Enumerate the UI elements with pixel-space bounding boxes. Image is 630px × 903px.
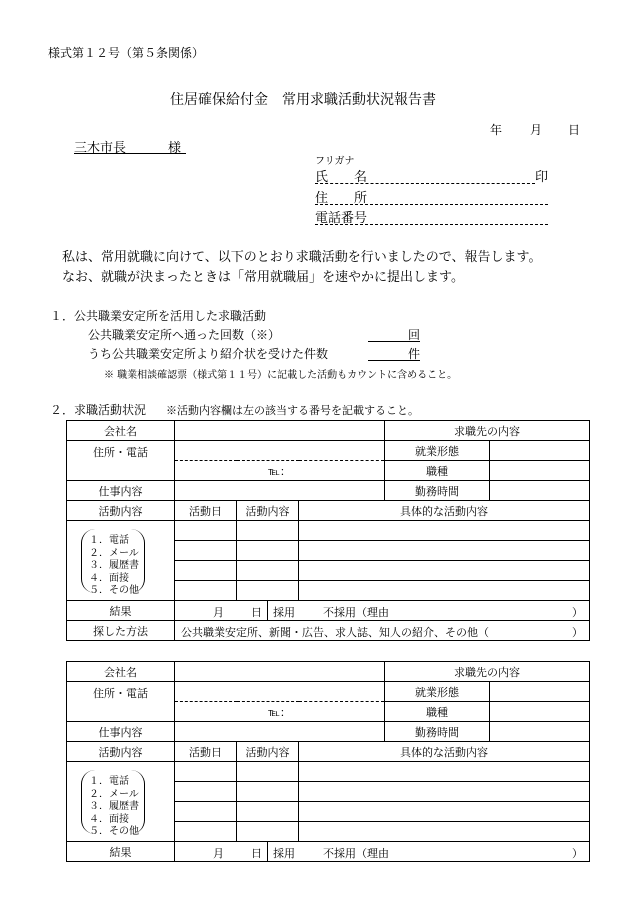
seal-label: 印 — [535, 170, 549, 185]
work-hours-field[interactable] — [490, 481, 590, 501]
phone-field[interactable] — [315, 224, 548, 225]
search-method-label: 探した方法 — [67, 621, 175, 641]
activity-date-header: 活動日 — [175, 742, 237, 762]
result-field[interactable] — [175, 842, 590, 862]
job-content-label: 求職先の内容 — [385, 421, 590, 441]
job-type-label: 職種 — [385, 702, 490, 722]
activity-detail-field[interactable] — [299, 822, 590, 842]
method-item: ５．その他 — [89, 585, 139, 596]
date-day: 日 — [568, 123, 581, 137]
tel-label: ℡： — [268, 705, 291, 719]
referrals-label: うち公共職業安定所より紹介状を受けた件数 — [88, 347, 329, 361]
activity-table-1 — [66, 420, 590, 641]
job-type-field[interactable] — [490, 461, 590, 481]
work-content-label: 仕事内容 — [67, 481, 175, 501]
activity-date-field[interactable] — [175, 802, 237, 822]
activity-date-field[interactable] — [175, 561, 237, 581]
name-field[interactable] — [315, 183, 535, 184]
work-content-field[interactable] — [175, 481, 385, 501]
form-number: 様式第１２号（第５条関係） — [48, 46, 205, 60]
result-month: 月 — [213, 606, 224, 619]
activity-content-field[interactable] — [237, 782, 299, 802]
result-label: 結果 — [67, 842, 175, 862]
activity-content-field[interactable] — [237, 541, 299, 561]
employment-type-label: 就業形態 — [385, 441, 490, 461]
activity-content-label: 活動内容 — [67, 742, 175, 762]
method-item: ４．面接 — [89, 572, 129, 584]
method-item: １．電話 — [89, 535, 129, 546]
visits-label: 公共職業安定所へ通った回数（※） — [88, 328, 281, 342]
address-phone-label: 住所・電話 — [67, 441, 175, 481]
detail-header: 具体的な活動内容 — [299, 501, 590, 521]
result-month: 月 — [213, 847, 224, 860]
addressee: 三木市長 — [74, 141, 127, 156]
work-hours-label: 勤務時間 — [385, 481, 490, 501]
activity-detail-field[interactable] — [299, 762, 590, 782]
work-content-field[interactable] — [175, 722, 385, 742]
employment-type-field[interactable] — [490, 441, 590, 461]
result-label: 結果 — [67, 601, 175, 621]
close-paren: ） — [572, 626, 583, 639]
company-address-field[interactable] — [175, 441, 385, 461]
close-paren: ） — [572, 606, 583, 619]
search-options: 公共職業安定所、新聞・広告、求人誌、知人の紹介、その他（ — [181, 626, 489, 639]
detail-header: 具体的な活動内容 — [299, 742, 590, 762]
work-hours-label: 勤務時間 — [385, 722, 490, 742]
activity-table-2 — [66, 661, 590, 862]
activity-content-header: 活動内容 — [237, 501, 299, 521]
visits-unit: 回 — [408, 328, 421, 342]
section1-note: ※ 職業相談確認票（様式第１１号）に記載した活動もカウントに含めること。 — [104, 370, 458, 381]
result-day: 日 — [251, 847, 262, 860]
activity-content-header: 活動内容 — [237, 742, 299, 762]
result-day: 日 — [251, 606, 262, 619]
method-item: １．電話 — [89, 776, 129, 787]
activity-content-field[interactable] — [237, 561, 299, 581]
section1-heading: １．公共職業安定所を活用した求職活動 — [50, 309, 267, 323]
referrals-unit: 件 — [408, 347, 421, 361]
intro-line-2: なお、就職が決まったときは「常用就職届」を速やかに提出します。 — [62, 270, 464, 285]
name-label: 氏 名 — [315, 170, 368, 185]
activity-content-field[interactable] — [237, 581, 299, 601]
furigana-label: フリガナ — [315, 156, 355, 167]
activity-date-field[interactable] — [175, 782, 237, 802]
close-paren: ） — [572, 847, 583, 860]
activity-date-field[interactable] — [175, 762, 237, 782]
result-divider — [267, 842, 268, 861]
method-item: ５．その他 — [89, 826, 139, 837]
method-item: ２．メール — [89, 788, 139, 800]
company-name-field[interactable] — [175, 662, 385, 682]
activity-date-field[interactable] — [175, 581, 237, 601]
addressee-suffix: 様 — [168, 141, 182, 156]
date-year: 年 — [490, 123, 503, 137]
activity-content-field[interactable] — [237, 802, 299, 822]
activity-content-field[interactable] — [237, 822, 299, 842]
search-method-field[interactable] — [175, 621, 590, 641]
method-item: ４．面接 — [89, 813, 129, 825]
phone-label: 電話番号 — [315, 211, 368, 226]
job-type-label: 職種 — [385, 461, 490, 481]
company-phone-field[interactable] — [175, 461, 385, 481]
activity-date-field[interactable] — [175, 521, 237, 541]
method-item: ２．メール — [89, 547, 139, 559]
employment-type-label: 就業形態 — [385, 682, 490, 702]
activity-detail-field[interactable] — [299, 561, 590, 581]
activity-content-label: 活動内容 — [67, 501, 175, 521]
activity-detail-field[interactable] — [299, 541, 590, 561]
company-name-label: 会社名 — [67, 662, 175, 682]
company-phone-field[interactable] — [175, 702, 385, 722]
address-phone-label: 住所・電話 — [67, 682, 175, 722]
activity-detail-field[interactable] — [299, 521, 590, 541]
activity-detail-field[interactable] — [299, 581, 590, 601]
page-title: 住居確保給付金 常用求職活動状況報告書 — [170, 92, 436, 108]
method-item: ３．履歴書 — [89, 560, 139, 571]
addressee-underline — [74, 153, 186, 154]
not-hired-option[interactable]: 不採用（理由 — [323, 606, 389, 619]
date-month: 月 — [530, 123, 543, 137]
tel-label: ℡： — [268, 464, 291, 478]
work-content-label: 仕事内容 — [67, 722, 175, 742]
hired-option[interactable]: 採用 — [273, 847, 295, 860]
address-field[interactable] — [315, 204, 548, 205]
intro-line-1: 私は、常用就職に向けて、以下のとおり求職活動を行いましたので、報告します。 — [62, 250, 542, 265]
result-field[interactable] — [175, 601, 590, 621]
section2-heading: ２．求職活動状況 — [50, 403, 147, 417]
company-name-label: 会社名 — [67, 421, 175, 441]
activity-content-field[interactable] — [237, 521, 299, 541]
address-label: 住 所 — [315, 191, 368, 206]
activity-date-field[interactable] — [175, 822, 237, 842]
company-address-field[interactable] — [175, 682, 385, 702]
job-type-field[interactable] — [490, 702, 590, 722]
not-hired-option[interactable]: 不採用（理由 — [323, 847, 389, 860]
method-item: ３．履歴書 — [89, 801, 139, 812]
section2-note: ※活動内容欄は左の該当する番号を記載すること。 — [166, 404, 419, 417]
company-name-field[interactable] — [175, 421, 385, 441]
work-hours-field[interactable] — [490, 722, 590, 742]
job-content-label: 求職先の内容 — [385, 662, 590, 682]
method-legend — [67, 521, 175, 601]
activity-date-header: 活動日 — [175, 501, 237, 521]
activity-date-field[interactable] — [175, 541, 237, 561]
activity-detail-field[interactable] — [299, 782, 590, 802]
hired-option[interactable]: 採用 — [273, 606, 295, 619]
result-divider — [267, 601, 268, 620]
activity-content-field[interactable] — [237, 762, 299, 782]
activity-detail-field[interactable] — [299, 802, 590, 822]
method-legend — [67, 762, 175, 842]
employment-type-field[interactable] — [490, 682, 590, 702]
